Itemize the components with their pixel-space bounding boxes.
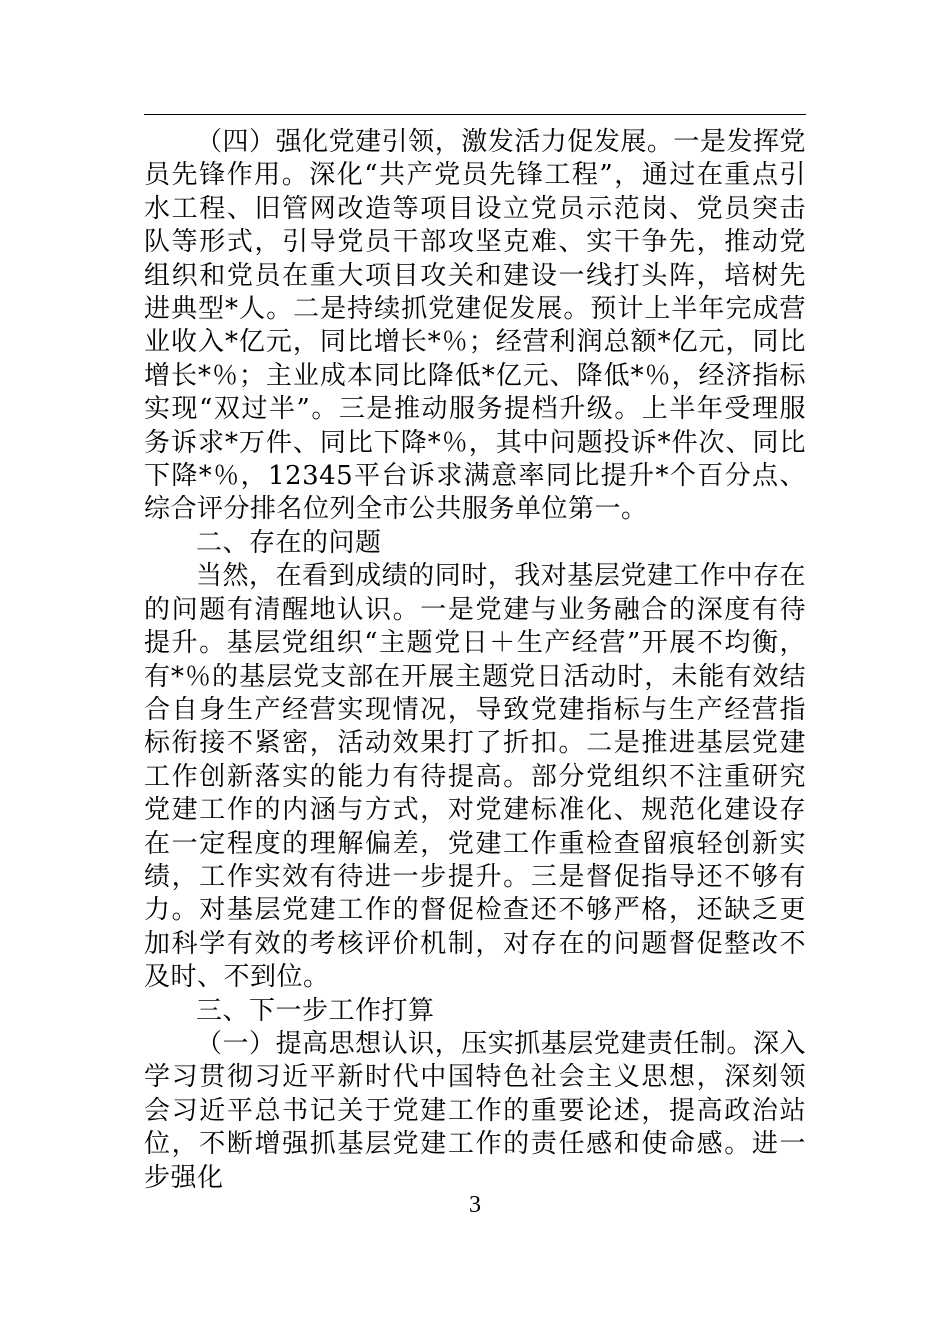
paragraph-problems: 当然，在看到成绩的同时，我对基层党建工作中存在的问题有清醒地认识。一是党建与业务融合的深度有待提升。基层党组织“主题党日＋生产经营”开展不均衡，有*％的基层党支部在开展主题党日活动时，未能有效结合自身生产经营实现情况，导致党建指标与生产经营指标衔接不紧密，活动效果打了折扣。二是推进基层党建工作创新落实的能力有待提高。部分党组织不注重研究党建工作的内涵与方式，对党建标准化、规范化建设存在一定程度的理解偏差，党建工作重检查留痕轻创新实绩，工作实效有待进一步提升。三是督促指导还不够有力。对基层党建工作的督促检查还不够严格，还缺乏更加科学有效的考核评价机制，对存在的问题督促整改不及时、不到位。 bbox=[144, 561, 806, 993]
section-heading-existing-problems: 二、存在的问题 bbox=[196, 527, 382, 558]
document-body bbox=[144, 126, 806, 1195]
paragraph-strengthen-party-leadership: （四）强化党建引领，激发活力促发展。一是发挥党员先锋作用。深化“共产党员先锋工程”，通过在重点引水工程、旧管网改造等项目设立党员示范岗、党员突击队等形式，引导党员干部攻坚克难、实干争先，推动党组织和党员在重大项目攻关和建设一线打头阵，培树先进典型*人。二是持续抓党建促发展。预计上半年完成营业收入*亿元，同比增长*％；经营利润总额*亿元，同比增长*％；主业成本同比降低*亿元、降低*％，经济指标实现“双过半”。三是推动服务提档升级。上半年受理服务诉求*万件、同比下降*％，其中问题投诉*件次、同比下降*％，12345平台诉求满意率同比提升*个百分点、综合评分排名位列全市公共服务单位第一。 bbox=[144, 127, 806, 525]
page-number: 3 bbox=[469, 1192, 481, 1218]
paragraph-raise-awareness: （一）提高思想认识，压实抓基层党建责任制。深入学习贯彻习近平新时代中国特色社会主义思想，深刻领会习近平总书记关于党建工作的重要论述，提高政治站位，不断增强抓基层党建工作的责任感和使命感。进一步强化 bbox=[144, 1028, 806, 1193]
header-rule bbox=[144, 114, 806, 115]
section-heading-next-steps: 三、下一步工作打算 bbox=[196, 995, 435, 1026]
